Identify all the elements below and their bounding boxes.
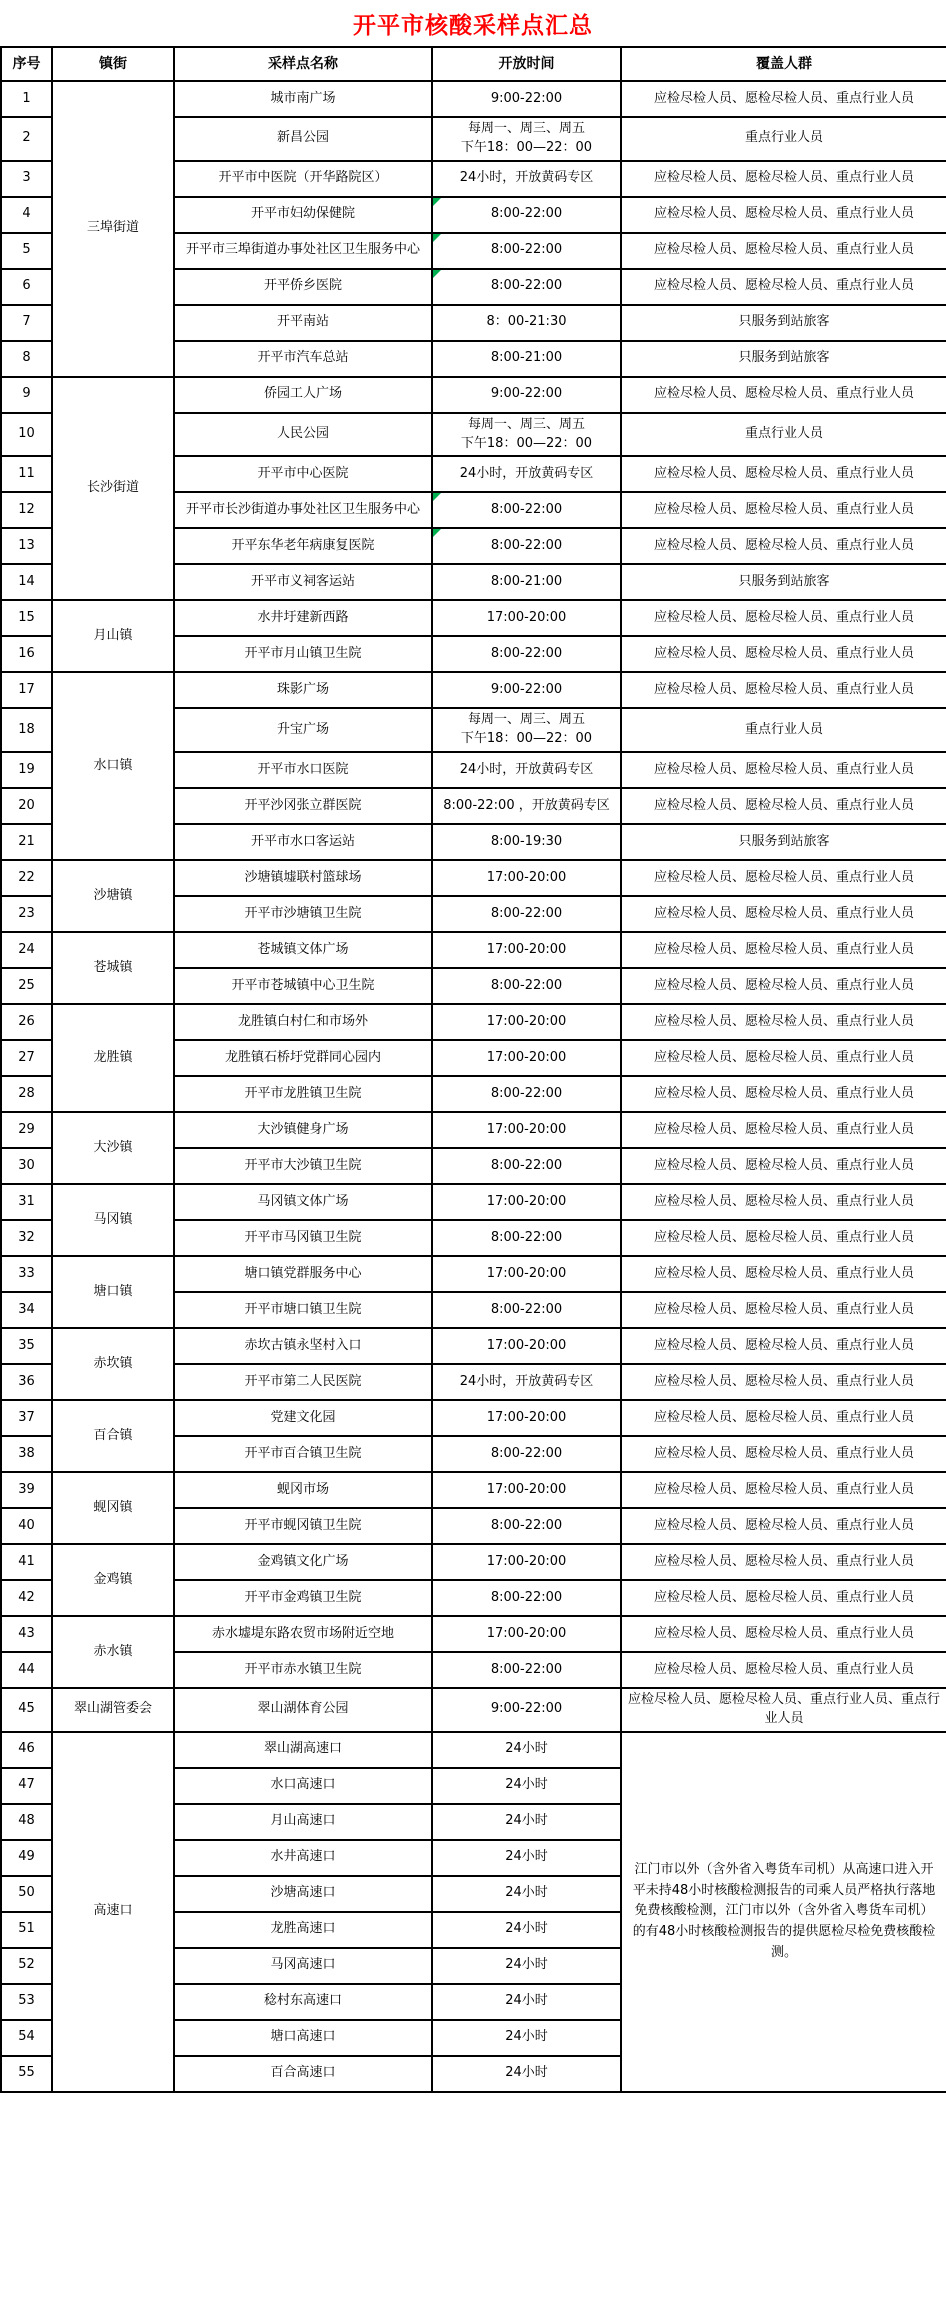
table-row	[1, 672, 946, 708]
site-name-cell: 开平市苍城镇中心卫生院	[174, 968, 432, 1004]
coverage-cell: 应检尽检人员、愿检尽检人员、重点行业人员	[621, 1184, 946, 1220]
site-name-cell: 开平市蚬冈镇卫生院	[174, 1508, 432, 1544]
open-time-cell: 24小时	[432, 1984, 621, 2020]
coverage-cell: 应检尽检人员、愿检尽检人员、重点行业人员	[621, 377, 946, 413]
site-name-cell: 开平侨乡医院	[174, 269, 432, 305]
open-time-cell: 8:00-22:00	[432, 1148, 621, 1184]
table-row	[1, 81, 946, 117]
row-number-cell: 28	[1, 1076, 52, 1112]
coverage-cell: 重点行业人员	[621, 117, 946, 161]
open-time-cell: 8:00-21:00	[432, 341, 621, 377]
page-title: 开平市核酸采样点汇总	[353, 12, 593, 39]
site-name-cell: 马冈高速口	[174, 1948, 432, 1984]
open-time-cell: 每周一、周三、周五 下午18：00—22：00	[432, 117, 621, 161]
row-number-cell: 32	[1, 1220, 52, 1256]
site-name-cell: 开平市金鸡镇卫生院	[174, 1580, 432, 1616]
row-number-cell: 12	[1, 492, 52, 528]
open-time-cell: 8:00-22:00	[432, 1508, 621, 1544]
row-number-cell: 36	[1, 1364, 52, 1400]
site-name-cell: 苍城镇文体广场	[174, 932, 432, 968]
row-number-cell: 31	[1, 1184, 52, 1220]
open-time-cell: 24小时，开放黄码专区	[432, 1364, 621, 1400]
site-name-cell: 稔村东高速口	[174, 1984, 432, 2020]
open-time-cell: 17:00-20:00	[432, 1616, 621, 1652]
row-number-cell: 40	[1, 1508, 52, 1544]
town-group-cell: 翠山湖管委会	[52, 1688, 174, 1732]
site-name-cell: 开平市塘口镇卫生院	[174, 1292, 432, 1328]
coverage-cell: 应检尽检人员、愿检尽检人员、重点行业人员	[621, 1436, 946, 1472]
row-number-cell: 47	[1, 1768, 52, 1804]
site-name-cell: 金鸡镇文化广场	[174, 1544, 432, 1580]
row-number-cell: 22	[1, 860, 52, 896]
table-row	[1, 1328, 946, 1364]
site-name-cell: 开平市马冈镇卫生院	[174, 1220, 432, 1256]
coverage-cell: 应检尽检人员、愿检尽检人员、重点行业人员	[621, 492, 946, 528]
open-time-cell: 8:00-22:00	[432, 636, 621, 672]
open-time-cell: 8:00-22:00	[432, 1292, 621, 1328]
open-time-cell: 8:00-22:00	[432, 197, 621, 233]
coverage-cell: 应检尽检人员、愿检尽检人员、重点行业人员	[621, 1508, 946, 1544]
row-number-cell: 23	[1, 896, 52, 932]
row-number-cell: 33	[1, 1256, 52, 1292]
row-number-cell: 50	[1, 1876, 52, 1912]
open-time-cell: 8:00-22:00 ，开放黄码专区	[432, 788, 621, 824]
row-number-cell: 24	[1, 932, 52, 968]
coverage-note-cell: 江门市以外（含外省入粤货车司机）从高速口进入开平未持48小时核酸检测报告的司乘人员严格执行落地免费核酸检测，江门市以外（含外省入粤货车司机）的有48小时核酸检测报告的提供愿检尽检免费核酸检测。	[621, 1732, 946, 2092]
open-time-cell: 17:00-20:00	[432, 1256, 621, 1292]
site-name-cell: 塘口高速口	[174, 2020, 432, 2056]
table-row	[1, 1400, 946, 1436]
coverage-cell: 只服务到站旅客	[621, 824, 946, 860]
open-time-cell: 每周一、周三、周五 下午18：00—22：00	[432, 708, 621, 752]
site-name-cell: 新昌公园	[174, 117, 432, 161]
site-name-cell: 开平市沙塘镇卫生院	[174, 896, 432, 932]
site-name-cell: 开平市中医院（开华路院区）	[174, 161, 432, 197]
open-time-cell: 8:00-22:00	[432, 233, 621, 269]
open-time-cell: 24小时	[432, 1912, 621, 1948]
site-name-cell: 开平市妇幼保健院	[174, 197, 432, 233]
row-number-cell: 42	[1, 1580, 52, 1616]
open-time-cell: 8:00-19:30	[432, 824, 621, 860]
row-number-cell: 38	[1, 1436, 52, 1472]
coverage-cell: 应检尽检人员、愿检尽检人员、重点行业人员	[621, 1580, 946, 1616]
open-time-cell: 8：00-21:30	[432, 305, 621, 341]
site-name-cell: 沙塘镇墟联村篮球场	[174, 860, 432, 896]
table-row	[1, 600, 946, 636]
row-number-cell: 46	[1, 1732, 52, 1768]
row-number-cell: 14	[1, 564, 52, 600]
town-group-cell: 百合镇	[52, 1400, 174, 1472]
row-number-cell: 48	[1, 1804, 52, 1840]
open-time-cell: 17:00-20:00	[432, 1184, 621, 1220]
town-group-cell: 长沙街道	[52, 377, 174, 601]
row-number-cell: 27	[1, 1040, 52, 1076]
row-number-cell: 18	[1, 708, 52, 752]
open-time-cell: 17:00-20:00	[432, 1328, 621, 1364]
table-row	[1, 1184, 946, 1220]
site-name-cell: 开平市水口客运站	[174, 824, 432, 860]
open-time-cell: 8:00-22:00	[432, 1076, 621, 1112]
header-row	[1, 47, 946, 81]
site-name-cell: 马冈镇文体广场	[174, 1184, 432, 1220]
open-time-cell: 24小时	[432, 2056, 621, 2092]
site-name-cell: 大沙镇健身广场	[174, 1112, 432, 1148]
coverage-cell: 应检尽检人员、愿检尽检人员、重点行业人员	[621, 1256, 946, 1292]
row-number-cell: 8	[1, 341, 52, 377]
open-time-cell: 9:00-22:00	[432, 672, 621, 708]
coverage-cell: 应检尽检人员、愿检尽检人员、重点行业人员	[621, 233, 946, 269]
row-number-cell: 3	[1, 161, 52, 197]
table-row	[1, 1472, 946, 1508]
site-name-cell: 翠山湖体育公园	[174, 1688, 432, 1732]
row-number-cell: 43	[1, 1616, 52, 1652]
table-row	[1, 860, 946, 896]
site-name-cell: 开平市三埠街道办事处社区卫生服务中心	[174, 233, 432, 269]
coverage-cell: 应检尽检人员、愿检尽检人员、重点行业人员	[621, 1616, 946, 1652]
coverage-cell: 只服务到站旅客	[621, 564, 946, 600]
site-name-cell: 开平市长沙街道办事处社区卫生服务中心	[174, 492, 432, 528]
site-name-cell: 赤坎古镇永坚村入口	[174, 1328, 432, 1364]
coverage-cell: 应检尽检人员、愿检尽检人员、重点行业人员	[621, 528, 946, 564]
site-name-cell: 开平市赤水镇卫生院	[174, 1652, 432, 1688]
coverage-cell: 应检尽检人员、愿检尽检人员、重点行业人员	[621, 1076, 946, 1112]
row-number-cell: 44	[1, 1652, 52, 1688]
row-number-cell: 1	[1, 81, 52, 117]
site-name-cell: 开平市龙胜镇卫生院	[174, 1076, 432, 1112]
open-time-cell: 24小时	[432, 1948, 621, 1984]
row-number-cell: 13	[1, 528, 52, 564]
town-group-cell: 赤坎镇	[52, 1328, 174, 1400]
site-name-cell: 沙塘高速口	[174, 1876, 432, 1912]
row-number-cell: 29	[1, 1112, 52, 1148]
row-number-cell: 17	[1, 672, 52, 708]
site-name-cell: 水口高速口	[174, 1768, 432, 1804]
site-name-cell: 开平市水口医院	[174, 752, 432, 788]
coverage-cell: 应检尽检人员、愿检尽检人员、重点行业人员	[621, 456, 946, 492]
site-name-cell: 开平市义祠客运站	[174, 564, 432, 600]
open-time-cell: 9:00-22:00	[432, 1688, 621, 1732]
cell-flag-triangle-icon	[433, 270, 441, 278]
coverage-cell: 只服务到站旅客	[621, 305, 946, 341]
site-name-cell: 月山高速口	[174, 1804, 432, 1840]
table-row	[1, 377, 946, 413]
coverage-cell: 应检尽检人员、愿检尽检人员、重点行业人员	[621, 672, 946, 708]
open-time-cell: 24小时	[432, 1876, 621, 1912]
coverage-cell: 应检尽检人员、愿检尽检人员、重点行业人员	[621, 1292, 946, 1328]
open-time-cell: 24小时	[432, 1732, 621, 1768]
column-header: 覆盖人群	[621, 47, 946, 81]
row-number-cell: 34	[1, 1292, 52, 1328]
town-group-cell: 赤水镇	[52, 1616, 174, 1688]
site-name-cell: 珠影广场	[174, 672, 432, 708]
cell-flag-triangle-icon	[433, 493, 441, 501]
coverage-cell: 应检尽检人员、愿检尽检人员、重点行业人员	[621, 1220, 946, 1256]
open-time-cell: 9:00-22:00	[432, 81, 621, 117]
site-name-cell: 党建文化园	[174, 1400, 432, 1436]
row-number-cell: 30	[1, 1148, 52, 1184]
coverage-cell: 应检尽检人员、愿检尽检人员、重点行业人员	[621, 197, 946, 233]
row-number-cell: 45	[1, 1688, 52, 1732]
site-name-cell: 开平市大沙镇卫生院	[174, 1148, 432, 1184]
town-group-cell: 龙胜镇	[52, 1004, 174, 1112]
coverage-cell: 应检尽检人员、愿检尽检人员、重点行业人员	[621, 269, 946, 305]
coverage-cell: 应检尽检人员、愿检尽检人员、重点行业人员	[621, 1004, 946, 1040]
town-group-cell: 塘口镇	[52, 1256, 174, 1328]
table-row	[1, 1256, 946, 1292]
coverage-cell: 应检尽检人员、愿检尽检人员、重点行业人员	[621, 1472, 946, 1508]
coverage-cell: 应检尽检人员、愿检尽检人员、重点行业人员	[621, 788, 946, 824]
site-name-cell: 开平市月山镇卫生院	[174, 636, 432, 672]
row-number-cell: 54	[1, 2020, 52, 2056]
town-group-cell: 苍城镇	[52, 932, 174, 1004]
site-name-cell: 开平南站	[174, 305, 432, 341]
coverage-cell: 应检尽检人员、愿检尽检人员、重点行业人员	[621, 1040, 946, 1076]
open-time-cell: 17:00-20:00	[432, 1400, 621, 1436]
row-number-cell: 19	[1, 752, 52, 788]
table-row	[1, 1732, 946, 1768]
row-number-cell: 37	[1, 1400, 52, 1436]
coverage-cell: 应检尽检人员、愿检尽检人员、重点行业人员	[621, 1148, 946, 1184]
coverage-cell: 应检尽检人员、愿检尽检人员、重点行业人员	[621, 1544, 946, 1580]
column-header: 序号	[1, 47, 52, 81]
site-name-cell: 塘口镇党群服务中心	[174, 1256, 432, 1292]
coverage-cell: 只服务到站旅客	[621, 341, 946, 377]
row-number-cell: 16	[1, 636, 52, 672]
open-time-cell: 8:00-22:00	[432, 896, 621, 932]
cell-flag-triangle-icon	[433, 198, 441, 206]
coverage-cell: 应检尽检人员、愿检尽检人员、重点行业人员	[621, 1112, 946, 1148]
coverage-cell: 重点行业人员	[621, 413, 946, 457]
open-time-cell: 8:00-22:00	[432, 1580, 621, 1616]
table-row	[1, 1112, 946, 1148]
row-number-cell: 5	[1, 233, 52, 269]
column-header: 采样点名称	[174, 47, 432, 81]
site-name-cell: 开平市中心医院	[174, 456, 432, 492]
row-number-cell: 53	[1, 1984, 52, 2020]
site-name-cell: 龙胜镇石桥圩党群同心园内	[174, 1040, 432, 1076]
town-group-cell: 高速口	[52, 1732, 174, 2092]
coverage-cell: 应检尽检人员、愿检尽检人员、重点行业人员	[621, 161, 946, 197]
row-number-cell: 20	[1, 788, 52, 824]
coverage-cell: 应检尽检人员、愿检尽检人员、重点行业人员	[621, 932, 946, 968]
open-time-cell: 24小时，开放黄码专区	[432, 456, 621, 492]
town-group-cell: 月山镇	[52, 600, 174, 672]
open-time-cell: 24小时	[432, 2020, 621, 2056]
town-group-cell: 大沙镇	[52, 1112, 174, 1184]
town-group-cell: 水口镇	[52, 672, 174, 860]
table-row	[1, 932, 946, 968]
row-number-cell: 26	[1, 1004, 52, 1040]
open-time-cell: 8:00-22:00	[432, 968, 621, 1004]
row-number-cell: 21	[1, 824, 52, 860]
site-name-cell: 城市南广场	[174, 81, 432, 117]
open-time-cell: 24小时	[432, 1840, 621, 1876]
coverage-cell: 应检尽检人员、愿检尽检人员、重点行业人员	[621, 896, 946, 932]
open-time-cell: 8:00-22:00	[432, 1220, 621, 1256]
table-row	[1, 1004, 946, 1040]
coverage-cell: 应检尽检人员、愿检尽检人员、重点行业人员	[621, 860, 946, 896]
open-time-cell: 17:00-20:00	[432, 600, 621, 636]
open-time-cell: 17:00-20:00	[432, 860, 621, 896]
row-number-cell: 7	[1, 305, 52, 341]
site-name-cell: 百合高速口	[174, 2056, 432, 2092]
coverage-cell: 应检尽检人员、愿检尽检人员、重点行业人员	[621, 968, 946, 1004]
row-number-cell: 55	[1, 2056, 52, 2092]
open-time-cell: 24小时，开放黄码专区	[432, 161, 621, 197]
table-row	[1, 1544, 946, 1580]
town-group-cell: 金鸡镇	[52, 1544, 174, 1616]
row-number-cell: 52	[1, 1948, 52, 1984]
town-group-cell: 马冈镇	[52, 1184, 174, 1256]
coverage-cell: 应检尽检人员、愿检尽检人员、重点行业人员	[621, 1400, 946, 1436]
open-time-cell: 17:00-20:00	[432, 1004, 621, 1040]
site-name-cell: 赤水墟堤东路农贸市场附近空地	[174, 1616, 432, 1652]
site-name-cell: 水井圩建新西路	[174, 600, 432, 636]
table-body	[1, 81, 946, 2092]
coverage-cell: 应检尽检人员、愿检尽检人员、重点行业人员	[621, 636, 946, 672]
table-row	[1, 1616, 946, 1652]
coverage-cell: 重点行业人员	[621, 708, 946, 752]
row-number-cell: 2	[1, 117, 52, 161]
open-time-cell: 24小时	[432, 1804, 621, 1840]
site-name-cell: 龙胜高速口	[174, 1912, 432, 1948]
open-time-cell: 8:00-22:00	[432, 492, 621, 528]
row-number-cell: 35	[1, 1328, 52, 1364]
open-time-cell: 8:00-22:00	[432, 269, 621, 305]
row-number-cell: 10	[1, 413, 52, 457]
coverage-cell: 应检尽检人员、愿检尽检人员、重点行业人员	[621, 1328, 946, 1364]
column-header: 镇街	[52, 47, 174, 81]
open-time-cell: 17:00-20:00	[432, 1472, 621, 1508]
row-number-cell: 4	[1, 197, 52, 233]
row-number-cell: 41	[1, 1544, 52, 1580]
town-group-cell: 蚬冈镇	[52, 1472, 174, 1544]
table-row	[1, 1688, 946, 1732]
site-name-cell: 开平市第二人民医院	[174, 1364, 432, 1400]
cell-flag-triangle-icon	[433, 234, 441, 242]
site-name-cell: 龙胜镇白村仁和市场外	[174, 1004, 432, 1040]
column-header: 开放时间	[432, 47, 621, 81]
site-name-cell: 水井高速口	[174, 1840, 432, 1876]
coverage-cell: 应检尽检人员、愿检尽检人员、重点行业人员	[621, 1652, 946, 1688]
open-time-cell: 17:00-20:00	[432, 1112, 621, 1148]
site-name-cell: 开平市百合镇卫生院	[174, 1436, 432, 1472]
coverage-cell: 应检尽检人员、愿检尽检人员、重点行业人员、重点行业人员	[621, 1688, 946, 1732]
row-number-cell: 39	[1, 1472, 52, 1508]
coverage-cell: 应检尽检人员、愿检尽检人员、重点行业人员	[621, 81, 946, 117]
open-time-cell: 17:00-20:00	[432, 1040, 621, 1076]
site-name-cell: 翠山湖高速口	[174, 1732, 432, 1768]
site-name-cell: 开平沙冈张立群医院	[174, 788, 432, 824]
row-number-cell: 9	[1, 377, 52, 413]
open-time-cell: 9:00-22:00	[432, 377, 621, 413]
row-number-cell: 51	[1, 1912, 52, 1948]
cell-flag-triangle-icon	[433, 529, 441, 537]
open-time-cell: 17:00-20:00	[432, 1544, 621, 1580]
coverage-cell: 应检尽检人员、愿检尽检人员、重点行业人员	[621, 752, 946, 788]
open-time-cell: 24小时	[432, 1768, 621, 1804]
open-time-cell: 每周一、周三、周五 下午18：00—22：00	[432, 413, 621, 457]
town-group-cell: 三埠街道	[52, 81, 174, 377]
open-time-cell: 8:00-22:00	[432, 528, 621, 564]
site-name-cell: 开平东华老年病康复医院	[174, 528, 432, 564]
open-time-cell: 24小时，开放黄码专区	[432, 752, 621, 788]
open-time-cell: 8:00-22:00	[432, 1652, 621, 1688]
sampling-points-table	[0, 46, 946, 2093]
open-time-cell: 17:00-20:00	[432, 932, 621, 968]
site-name-cell: 侨园工人广场	[174, 377, 432, 413]
row-number-cell: 11	[1, 456, 52, 492]
site-name-cell: 升宝广场	[174, 708, 432, 752]
open-time-cell: 8:00-21:00	[432, 564, 621, 600]
town-group-cell: 沙塘镇	[52, 860, 174, 932]
site-name-cell: 开平市汽车总站	[174, 341, 432, 377]
site-name-cell: 蚬冈市场	[174, 1472, 432, 1508]
row-number-cell: 15	[1, 600, 52, 636]
row-number-cell: 25	[1, 968, 52, 1004]
site-name-cell: 人民公园	[174, 413, 432, 457]
coverage-cell: 应检尽检人员、愿检尽检人员、重点行业人员	[621, 600, 946, 636]
row-number-cell: 6	[1, 269, 52, 305]
open-time-cell: 8:00-22:00	[432, 1436, 621, 1472]
coverage-cell: 应检尽检人员、愿检尽检人员、重点行业人员	[621, 1364, 946, 1400]
row-number-cell: 49	[1, 1840, 52, 1876]
